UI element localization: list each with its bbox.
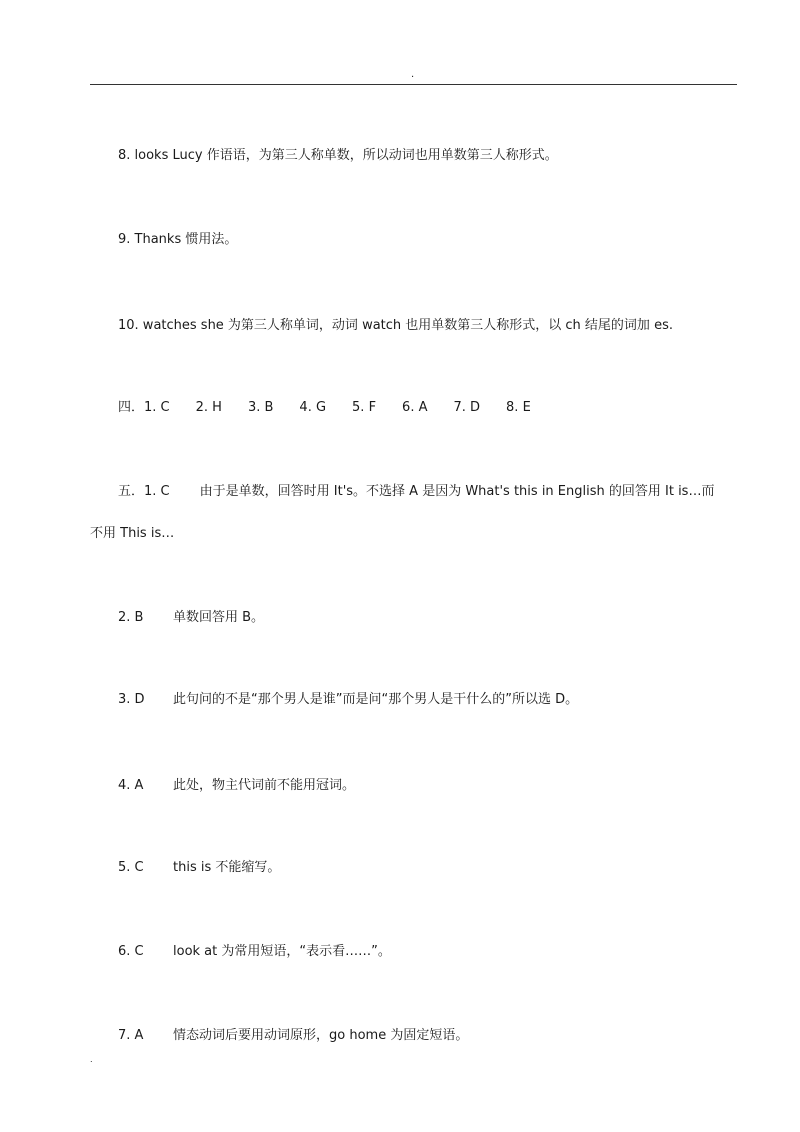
section-5-item-1-text: 由于是单数，回答时用 It's。不选择 A 是因为 What's this in English 的回答用 It is…而 (199, 484, 715, 499)
section-5-item-1-continuation: 不用 This is… (90, 526, 175, 541)
section-5-item (118, 610, 264, 626)
section-5-item (118, 1028, 468, 1044)
header-rule (90, 84, 737, 85)
section-5-item-text: this is 不能缩写。 (173, 860, 281, 875)
section-5-item (118, 692, 578, 708)
section-4-answer: 3. B (247, 400, 274, 415)
section-5-item-number: 7. A (118, 1028, 144, 1043)
section-5-item (118, 860, 280, 876)
section-5-item-number: 6. C (118, 944, 144, 959)
header-mark: . (411, 69, 415, 80)
section-5-item-number: 2. B (118, 610, 144, 625)
section-5-item-number: 4. A (118, 778, 144, 793)
section-5-item-text: 此处，物主代词前不能用冠词。 (173, 778, 356, 793)
answer-line-8: 8. looks Lucy 作语语，为第三人称单数，所以动词也用单数第三人称形式。 (118, 148, 558, 163)
section-4-answers (118, 400, 531, 416)
section-5-item-1 (118, 484, 714, 500)
section-4-answer: 7. D (453, 400, 481, 415)
footer-mark: . (90, 1055, 93, 1064)
section-4-prefix: 四． (118, 400, 145, 415)
section-5-item (118, 944, 391, 960)
section-4-answer: 8. E (506, 400, 531, 415)
answer-line-9: 9. Thanks 惯用法。 (118, 232, 238, 247)
section-5-item-text: look at 为常用短语，“表示看……”。 (173, 944, 391, 959)
section-4-answer: 5. F (352, 400, 377, 415)
section-4-answer: 4. G (299, 400, 327, 415)
section-5-item-number: 5. C (118, 860, 144, 875)
section-5-item-text: 此句问的不是“那个男人是谁”而是问“那个男人是干什么的”所以选 D。 (173, 692, 579, 707)
section-5-item-text: 单数回答用 B。 (173, 610, 265, 625)
answer-line-10: 10. watches she 为第三人称单词，动词 watch 也用单数第三人称形式，以 ch 结尾的词加 es. (118, 318, 673, 333)
section-4-answer: 6. A (402, 400, 428, 415)
section-5-item-number: 3. D (118, 692, 145, 707)
section-5-item-text: 情态动词后要用动词原形，go home 为固定短语。 (173, 1028, 469, 1043)
section-4-answer: 1. C (144, 400, 170, 415)
section-5-item (118, 778, 355, 794)
section-4-answer: 2. H (195, 400, 222, 415)
section-5-item-1-number: 五．1. C (118, 484, 170, 499)
